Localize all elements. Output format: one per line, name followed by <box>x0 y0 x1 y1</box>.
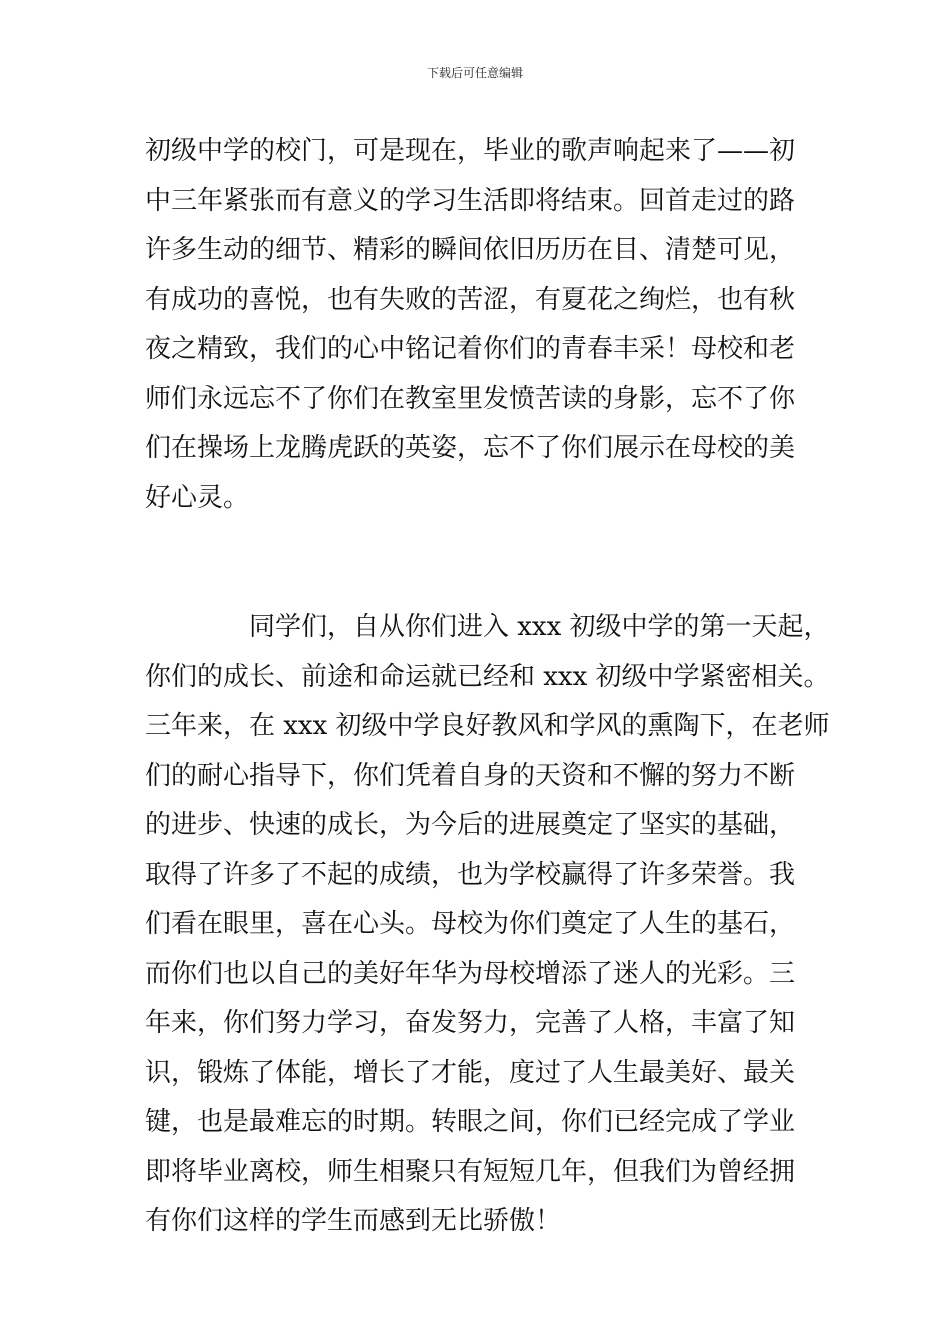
text-line: 识，锻炼了体能，增长了才能，度过了人生最美好、最关 <box>145 1057 796 1088</box>
text-line: 取得了许多了不起的成绩，也为学校赢得了许多荣誉。我 <box>145 859 796 890</box>
text-line: 师们永远忘不了你们在教室里发愤苦读的身影，忘不了你 <box>145 383 796 414</box>
text-line: 许多生动的细节、精彩的瞬间依旧历历在目、清楚可见， <box>145 235 796 265</box>
text-line: 夜之精致，我们的心中铭记着你们的青春丰采！母校和老 <box>145 334 796 364</box>
text-line: 你们的成长、前途和命运就已经和 xxx 初级中学紧密相关。 <box>145 661 830 692</box>
text-line: 的进步、快速的成长，为今后的进展奠定了坚实的基础， <box>145 810 796 840</box>
text-line: 而你们也以自己的美好年华为母校增添了迷人的光彩。三 <box>145 958 796 989</box>
text-line: 中三年紧张而有意义的学习生活即将结束。回首走过的路 <box>145 185 796 216</box>
text-line: 有成功的喜悦，也有失败的苦涩，有夏花之绚烂，也有秋 <box>145 284 796 315</box>
text-line: 年来，你们努力学习，奋发努力，完善了人格，丰富了知 <box>145 1008 796 1038</box>
paragraph-spacer <box>145 523 810 603</box>
text-line: 三年来，在 xxx 初级中学良好教风和学风的熏陶下，在老师 <box>145 711 830 741</box>
text-line: 初级中学的校门，可是现在，毕业的歌声响起来了——初 <box>145 136 796 166</box>
text-line: 们的耐心指导下，你们凭着自身的天资和不懈的努力不断 <box>145 760 796 791</box>
paragraph-1 <box>145 127 810 523</box>
text-line: 键，也是最难忘的时期。转眼之间，你们已经完成了学业 <box>145 1107 796 1137</box>
text-line: 有你们这样的学生而感到无比骄傲！ <box>145 1206 562 1236</box>
text-line: 好心灵。 <box>145 482 250 513</box>
text-line: 即将毕业离校，师生相聚只有短短几年，但我们为曾经拥 <box>145 1156 796 1187</box>
text-line: 同学们，自从你们进入 xxx 初级中学的第一天起， <box>249 612 830 642</box>
text-line: 们在操场上龙腾虎跃的英姿，忘不了你们展示在母校的美 <box>145 433 796 463</box>
document-body <box>145 127 830 1247</box>
text-line: 们看在眼里，喜在心头。母校为你们奠定了人生的基石， <box>145 909 796 939</box>
page-header: 下载后可任意编辑 <box>426 66 523 80</box>
paragraph-2 <box>145 603 830 1247</box>
